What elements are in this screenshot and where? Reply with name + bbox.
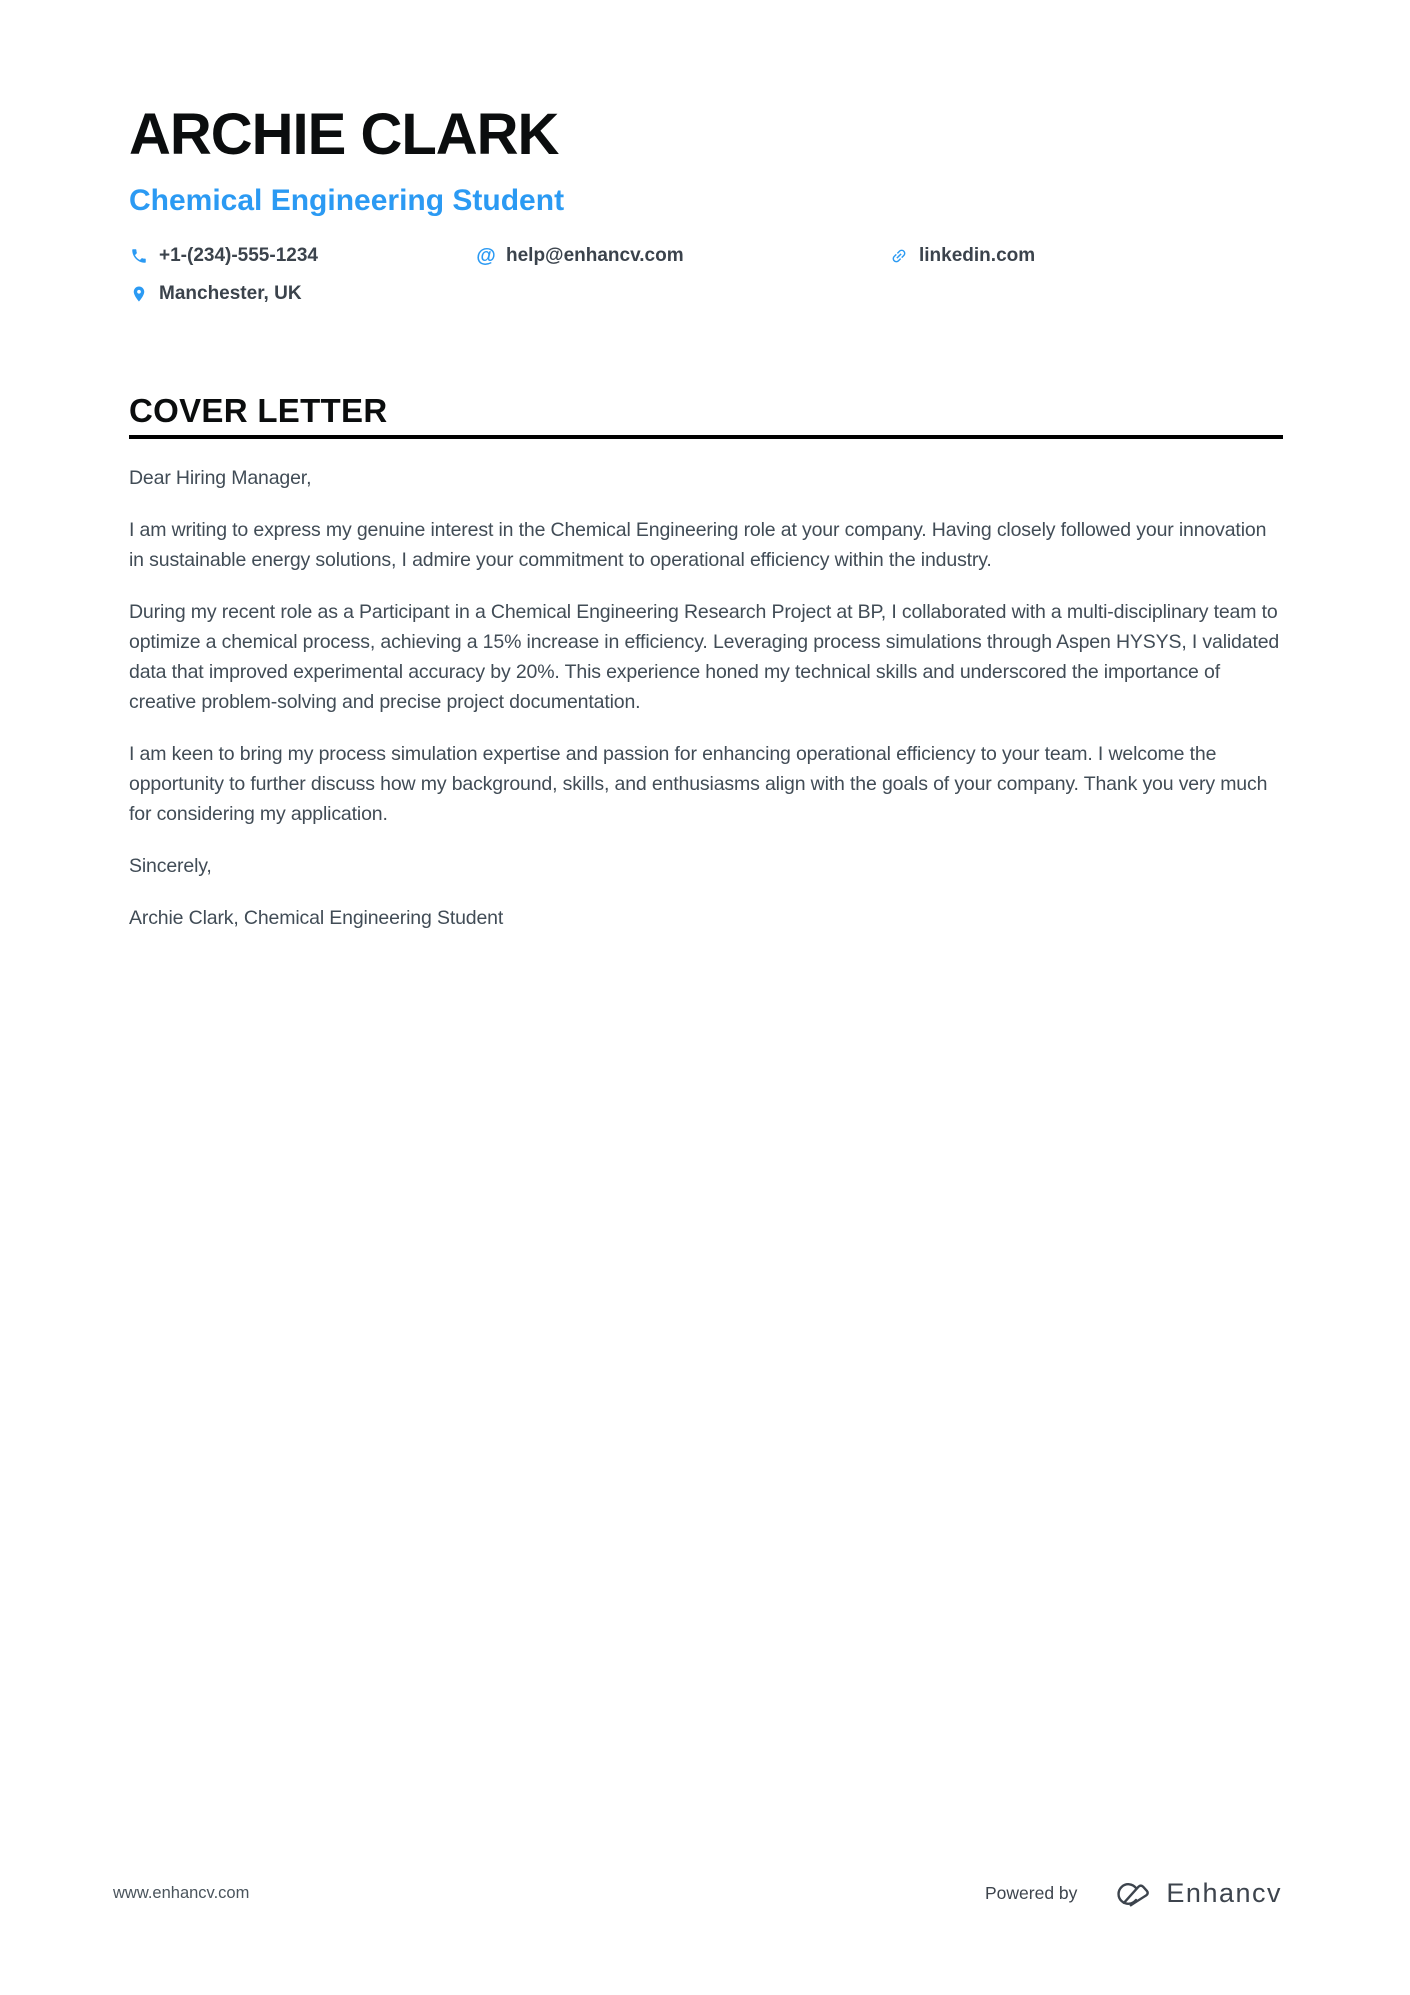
contact-email[interactable] <box>476 243 889 269</box>
page-footer <box>0 1878 1410 1995</box>
footer-website-link[interactable]: www.enhancv.com <box>113 1884 250 1902</box>
enhancv-brand-name: Enhancv <box>1166 1878 1282 1908</box>
section-title: COVER LETTER <box>129 391 388 429</box>
person-name: ARCHIE CLARK <box>129 102 559 167</box>
letter-paragraph: I am writing to express my genuine interest in the Chemical Engineering role at your company. Having closely followed your innovation in sustainable energy solutions, I admire your commitment to operational efficiency within the industry. <box>129 519 1267 572</box>
phone-icon <box>129 246 149 266</box>
contact-info <box>129 243 1283 307</box>
contact-phone[interactable] <box>129 243 476 269</box>
contact-location[interactable] <box>129 281 476 307</box>
page-content <box>0 0 1410 955</box>
letter-closing: Sincerely, <box>129 855 212 878</box>
contact-phone-label: +1-(234)-555-1234 <box>159 244 318 266</box>
section-rule <box>129 435 1283 439</box>
letter-salutation: Dear Hiring Manager, <box>129 467 312 490</box>
letter-paragraph: I am keen to bring my process simulation expertise and passion for enhancing operational efficiency to your team. I welcome the opportunity to further discuss how my background, skills, and enthusiasms align with the goals of your company. Thank you very much for considering my application. <box>129 743 1268 826</box>
letter-signature: Archie Clark, Chemical Engineering Student <box>129 907 504 930</box>
letter-body <box>129 463 1283 933</box>
header <box>129 102 1283 307</box>
contact-email-label: help@enhancv.com <box>506 244 684 266</box>
letter-paragraph: During my recent role as a Participant in a Chemical Engineering Research Project at BP, I collaborated with a multi-disciplinary team to optimize a chemical process, achieving a 15% increase in efficiency. Leveraging process simulations through Aspen HYSYS, I validated data that improved experimental accuracy by 20%. This experience honed my technical skills and underscored the importance of creative problem-solving and precise project documentation. <box>129 601 1280 714</box>
enhancv-logo-icon <box>1104 1881 1152 1907</box>
enhancv-brand-link[interactable] <box>1104 1878 1282 1909</box>
at-sign-icon: @ <box>476 244 496 267</box>
contact-linkedin-label: linkedin.com <box>919 244 1036 266</box>
link-icon <box>889 246 909 266</box>
footer-brand-area <box>985 1878 1282 1909</box>
location-pin-icon <box>129 284 149 304</box>
contact-location-label: Manchester, UK <box>159 282 302 304</box>
powered-by-label: Powered by <box>985 1883 1078 1903</box>
job-title: Chemical Engineering Student <box>129 183 565 217</box>
contact-linkedin[interactable] <box>889 243 1283 269</box>
